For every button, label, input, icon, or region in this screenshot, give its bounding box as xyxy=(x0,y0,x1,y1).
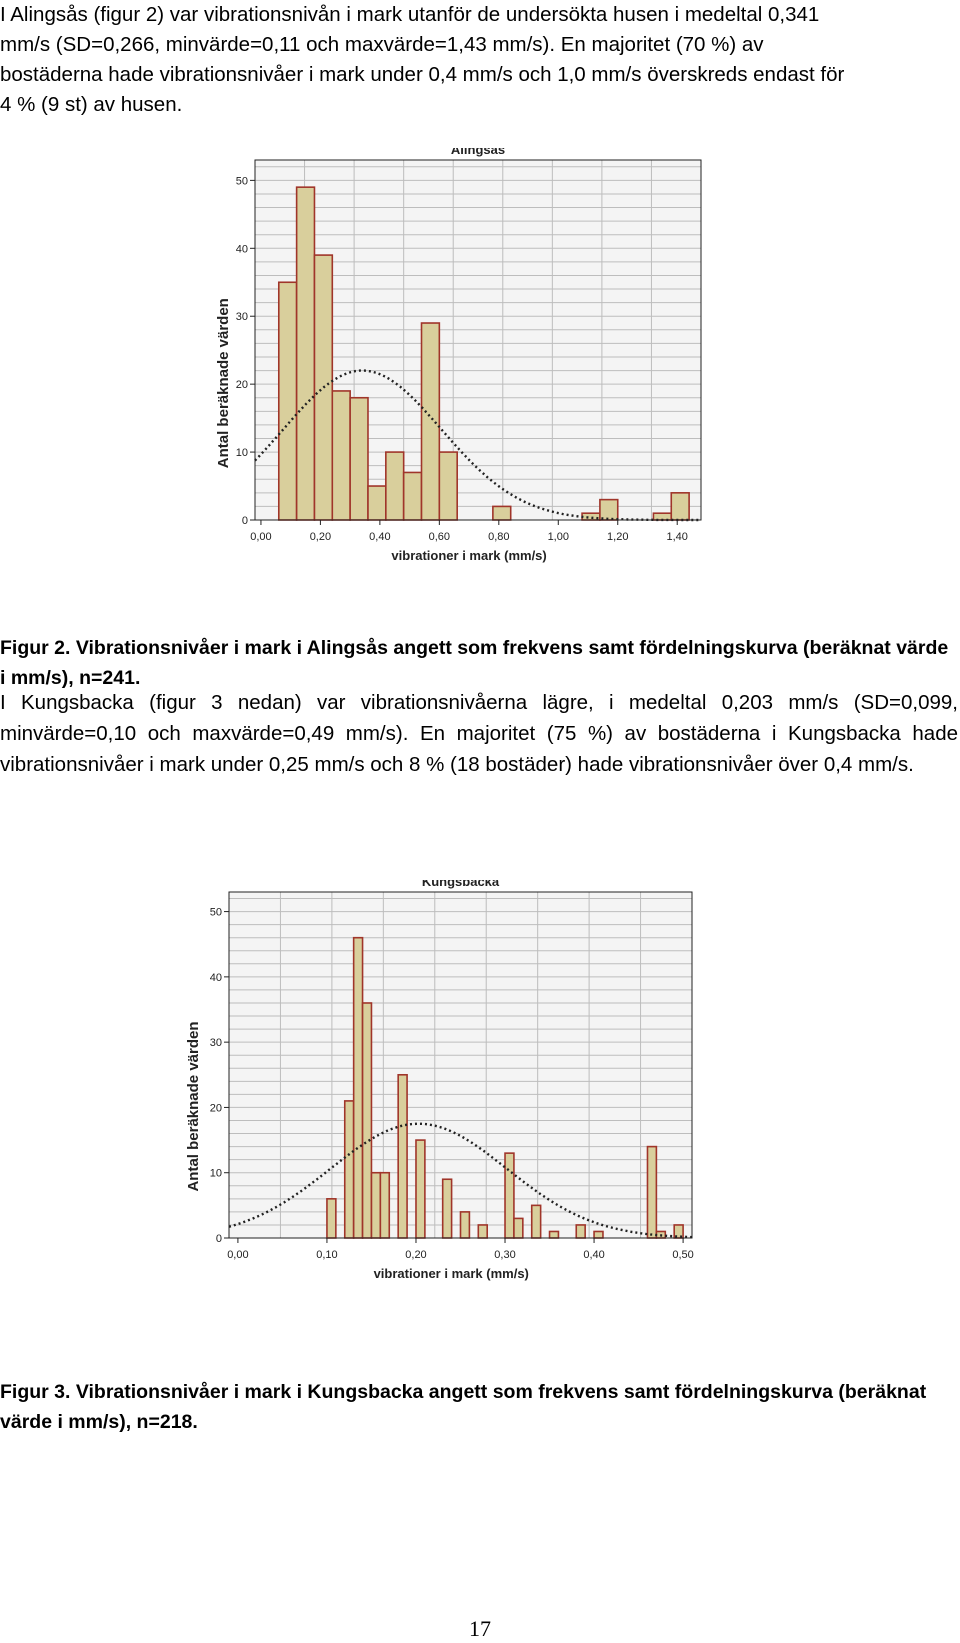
histogram-bar xyxy=(493,506,511,520)
histogram-bar xyxy=(404,472,422,520)
histogram-bar xyxy=(398,1075,407,1238)
paragraph-line: I Alingsås (figur 2) var vibrationsnivån i mark utanför de undersökta husen i medeltal 0,341 xyxy=(0,3,820,26)
chart-title: Kungsbacka xyxy=(421,880,500,889)
histogram-bar xyxy=(478,1225,487,1238)
histogram-bar xyxy=(671,493,689,520)
x-tick-label: 0,30 xyxy=(494,1249,516,1261)
y-tick-label: 10 xyxy=(235,447,248,460)
x-tick-label: 0,20 xyxy=(309,531,332,543)
histogram-bar xyxy=(439,452,457,520)
y-axis-label: Antal beräknade värden xyxy=(185,1021,202,1192)
histogram-bar xyxy=(443,1179,452,1238)
histogram-bar xyxy=(576,1225,585,1238)
histogram-bar xyxy=(297,187,315,520)
x-tick-label: 1,00 xyxy=(547,531,569,543)
y-tick-label: 20 xyxy=(209,1102,222,1115)
histogram-bar xyxy=(380,1173,389,1238)
y-tick-label: 0 xyxy=(215,1233,222,1245)
x-tick-label: 0,00 xyxy=(227,1249,249,1261)
y-tick-label: 30 xyxy=(209,1037,222,1050)
histogram-bar xyxy=(594,1231,603,1238)
y-tick-label: 30 xyxy=(235,311,248,324)
paragraph-kungsbacka: I Kungsbacka (figur 3 nedan) var vibrationsnivåerna lägre, i medeltal 0,203 mm/s (SD=0,099, minvärde=0,10 och maxvärde=0,49 mm/s). En majoritet (75 %) av bostäderna i Kungsbacka hade vibrationsnivåer i mark under 0,25 mm/s och 8 % (18 bostäder) hade vibrationsnivåer över 0,4 mm/s. xyxy=(0,691,958,776)
x-tick-label: 0,40 xyxy=(583,1249,605,1261)
histogram-bar xyxy=(422,323,440,520)
x-tick-label: 0,00 xyxy=(250,531,272,543)
histogram-bar xyxy=(327,1199,336,1238)
x-axis-label: vibrationer i mark (mm/s) xyxy=(391,548,547,563)
histogram-bar xyxy=(350,398,368,520)
histogram-bar xyxy=(505,1153,514,1238)
figure-3-caption: Figur 3. Vibrationsnivåer i mark i Kungsbacka angett som frekvens samt fördelningskurva (beräknat värde i mm/s), n=218. xyxy=(0,1381,927,1433)
x-tick-label: 0,10 xyxy=(316,1249,338,1261)
histogram-bar xyxy=(416,1140,425,1238)
histogram-kungsbacka xyxy=(185,880,715,1305)
histogram-bar xyxy=(332,391,350,520)
x-tick-label: 0,40 xyxy=(369,531,391,543)
paragraph-line: 4 % (9 st) av husen. xyxy=(0,93,183,116)
chart-title: Alingsås xyxy=(450,148,506,157)
x-tick-label: 1,20 xyxy=(607,531,629,543)
y-axis-label: Antal beräknade värden xyxy=(215,298,232,469)
chart-svg-alingsas xyxy=(215,148,715,568)
histogram-bar xyxy=(514,1218,523,1238)
histogram-bar xyxy=(600,500,618,520)
y-tick-label: 40 xyxy=(209,971,222,984)
histogram-bar xyxy=(386,452,404,520)
figure-2-caption: Figur 2. Vibrationsnivåer i mark i Alingsås angett som frekvens samt fördelningskurva (beräknat värde i mm/s), n=241. xyxy=(0,637,949,689)
x-tick-label: 0,20 xyxy=(405,1249,427,1261)
histogram-bar xyxy=(354,938,363,1238)
x-tick-label: 0,80 xyxy=(488,531,510,543)
paragraph-line: mm/s (SD=0,266, minvärde=0,11 och maxvärde=1,43 mm/s). En majoritet (70 %) av xyxy=(0,33,764,56)
histogram-bar xyxy=(371,1173,380,1238)
y-tick-label: 0 xyxy=(241,515,248,527)
histogram-bar xyxy=(550,1231,559,1238)
histogram-bar xyxy=(532,1205,541,1238)
y-tick-label: 10 xyxy=(209,1167,222,1180)
histogram-bar xyxy=(461,1212,470,1238)
y-tick-label: 50 xyxy=(235,175,248,188)
x-tick-label: 1,40 xyxy=(666,531,688,543)
histogram-bar xyxy=(279,282,297,520)
x-axis-label: vibrationer i mark (mm/s) xyxy=(373,1266,529,1281)
chart-svg-kungsbacka xyxy=(185,880,715,1300)
y-tick-label: 50 xyxy=(209,906,222,919)
paragraph-alingsas xyxy=(0,0,958,120)
y-tick-label: 40 xyxy=(235,243,248,256)
paragraph-line: bostäderna hade vibrationsnivåer i mark under 0,4 mm/s och 1,0 mm/s överskreds endast för xyxy=(0,63,845,86)
histogram-bar xyxy=(647,1147,656,1238)
page-number: 17 xyxy=(469,1616,491,1641)
y-tick-label: 20 xyxy=(235,379,248,392)
histogram-bar xyxy=(345,1101,354,1238)
histogram-alingsas xyxy=(215,148,715,573)
histogram-bar xyxy=(368,486,386,520)
x-tick-label: 0,60 xyxy=(428,531,451,543)
x-tick-label: 0,50 xyxy=(672,1249,694,1261)
histogram-bar xyxy=(363,1003,372,1238)
